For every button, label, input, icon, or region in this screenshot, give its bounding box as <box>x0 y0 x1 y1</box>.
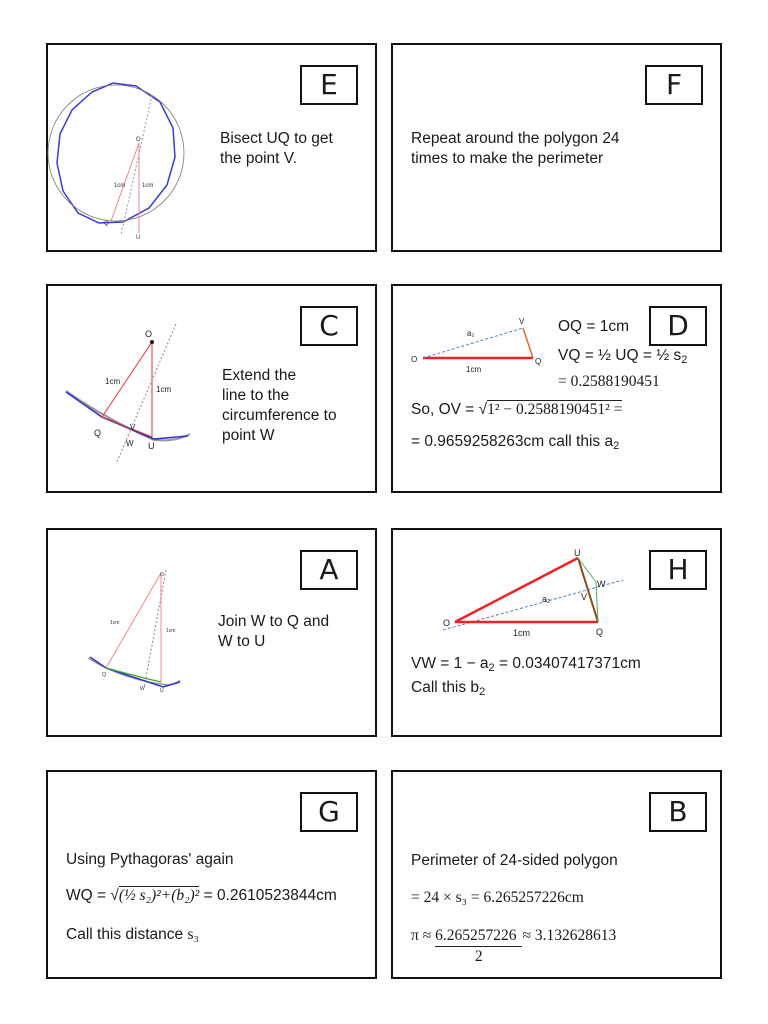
b2-definition <box>411 678 485 702</box>
label-q: Q <box>535 357 542 366</box>
bisector-line <box>144 570 166 688</box>
card-letter: E <box>300 65 358 105</box>
label-q: Q <box>94 428 102 438</box>
vq-text: VQ = ½ UQ = ½ s <box>558 347 682 364</box>
triangle-diagram <box>411 314 551 374</box>
wq-radicand: (½ s₂)²+(b₂)² <box>118 887 200 904</box>
label-q: Q <box>596 627 604 637</box>
vw-equation <box>411 654 641 678</box>
label-q: Q <box>102 672 106 678</box>
vq-equation <box>558 346 687 370</box>
card-f <box>391 43 722 252</box>
s3-text: Call this distance <box>66 926 188 943</box>
card-h <box>391 528 722 737</box>
ov-result-text: = 0.9659258263cm call this a <box>411 433 614 450</box>
ov-radicand: 1² − 0.2588190451² = <box>487 401 623 418</box>
vq-value: = 0.2588190451 <box>558 373 660 390</box>
vw-text: VW = 1 − a <box>411 655 489 672</box>
label-v: V <box>581 592 588 602</box>
label-a2: a₂ <box>467 329 475 338</box>
card-a-text-1: Join W to Q and <box>218 613 330 630</box>
join-diagram <box>88 570 188 700</box>
perimeter-equation: = 24 × s₃ = 6.265257226cm <box>411 889 584 906</box>
label-w: W <box>597 579 606 589</box>
label-u: U <box>136 235 141 241</box>
label-a2: a₂ <box>542 594 551 604</box>
label-o: O <box>443 618 451 628</box>
label-u: U <box>160 688 164 694</box>
label-1cm-left: 1cm <box>105 377 121 386</box>
label-u: U <box>148 441 155 451</box>
label-o: O <box>145 329 153 339</box>
label-v: V <box>130 423 136 432</box>
bisector-line <box>116 324 176 464</box>
card-letter: C <box>300 306 358 346</box>
card-c-text-3: circumference to <box>222 407 337 424</box>
card-g-text-1: Using Pythagoras' again <box>66 851 234 868</box>
card-f-text-1: Repeat around the polygon 24 <box>411 130 620 147</box>
wq-value: = 0.2610523844cm <box>199 887 337 904</box>
label-1cm: 1cm <box>466 365 482 374</box>
label-1cm-right: 1cm <box>156 385 172 394</box>
polygon-outline <box>57 83 175 223</box>
s3-definition <box>66 925 199 945</box>
label-u: U <box>574 548 581 558</box>
card-letter: B <box>649 792 707 832</box>
triangle-diagram-h <box>443 548 633 642</box>
arc <box>66 391 190 440</box>
card-d <box>391 284 722 493</box>
card-f-text-2: times to make the perimeter <box>411 150 604 167</box>
oq-equation: OQ = 1cm <box>558 318 630 335</box>
card-b <box>391 770 722 979</box>
label-1cm-left: 1cm <box>110 620 120 626</box>
polygon-diagram <box>66 75 166 245</box>
card-e-text-2: the point V. <box>220 150 297 167</box>
circle-outline <box>48 85 184 221</box>
side-uq <box>578 558 598 622</box>
sqrt-symbol: √ <box>110 887 119 904</box>
label-o: O <box>411 355 418 364</box>
label-o: O <box>136 137 141 143</box>
label-1cm: 1cm <box>513 628 531 638</box>
pi-text: π ≈ <box>411 927 436 944</box>
ov-result-subscript: 2 <box>613 440 620 452</box>
label-q: Q <box>104 221 109 227</box>
ov-text: So, OV = <box>411 401 479 418</box>
card-c-text-1: Extend the <box>222 367 297 384</box>
polygon-edges <box>66 392 188 439</box>
pi-numerator: 6.265257226 <box>435 926 522 947</box>
pi-denominator: 2 <box>474 948 483 965</box>
label-w: W <box>140 686 145 692</box>
pi-result: ≈ 3.132628613 <box>522 927 617 944</box>
card-letter: F <box>645 65 703 105</box>
ov-result <box>411 432 619 456</box>
side-vq <box>523 328 533 358</box>
vw-value: = 0.03407417371cm <box>494 655 641 672</box>
segment-qu <box>102 417 152 437</box>
vq-subscript: 2 <box>681 354 688 366</box>
card-g <box>46 770 377 979</box>
radius-line-q <box>111 143 139 221</box>
s3-symbol: s₃ <box>187 926 199 943</box>
label-1cm-left: 1cm <box>114 183 126 189</box>
ov-equation <box>411 400 622 420</box>
label-v: V <box>519 317 525 326</box>
card-c <box>46 284 377 493</box>
card-letter: A <box>300 550 358 590</box>
card-letter: D <box>649 306 707 346</box>
label-1cm-right: 1cm <box>142 183 154 189</box>
pi-fraction <box>435 926 522 967</box>
b2-text: Call this b <box>411 679 480 696</box>
vw-subscript: 2 <box>488 662 495 674</box>
card-c-text-2: line to the <box>222 387 290 404</box>
wq-equation <box>66 886 337 906</box>
card-letter: G <box>300 792 358 832</box>
label-1cm-right: 1cm <box>166 628 176 634</box>
side-ou <box>455 558 578 622</box>
wq-text: WQ = <box>66 887 111 904</box>
pi-approximation <box>411 926 616 967</box>
card-e <box>46 43 377 252</box>
sqrt-symbol: √ <box>478 401 488 418</box>
point-o <box>150 340 154 344</box>
card-b-text-1: Perimeter of 24-sided polygon <box>411 852 618 869</box>
label-w: W <box>126 439 134 448</box>
b2-subscript: 2 <box>479 686 486 698</box>
card-c-text-4: point W <box>222 427 275 444</box>
card-letter: H <box>649 550 707 590</box>
card-a-text-2: W to U <box>218 633 266 650</box>
card-e-text-1: Bisect UQ to get <box>220 130 333 147</box>
extend-diagram <box>66 324 216 484</box>
card-a <box>46 528 377 737</box>
label-o: O <box>160 572 164 578</box>
segments-wq-wu <box>106 668 161 682</box>
